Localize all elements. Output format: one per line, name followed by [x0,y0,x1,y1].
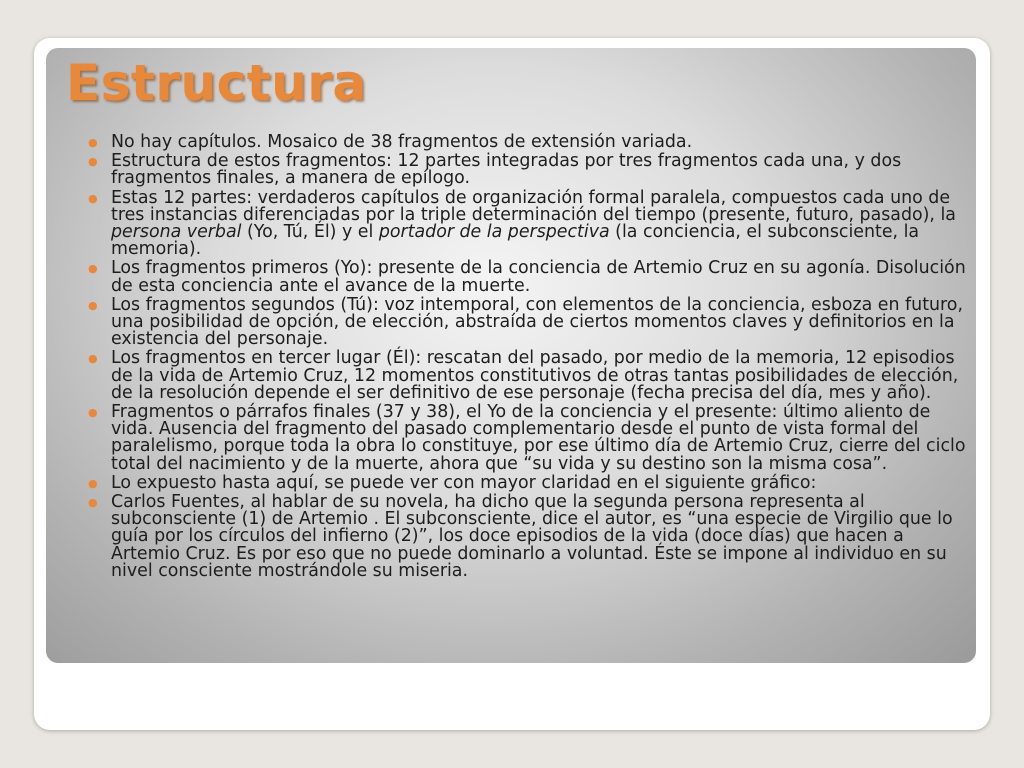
bullet-list [88,134,968,582]
bullet-item [88,350,968,402]
bullet-text-part: Estas 12 partes: verdaderos capítulos de organización formal paralela, compuestos cada uno de tres instancias diferenciadas por la triple determinación del tiempo (presente, futuro, pasado), la [111,187,956,225]
bullet-dot-icon: ● [88,136,98,149]
bullet-dot-icon: ● [88,191,98,205]
bullet-item [88,404,968,473]
bullet-item [88,472,968,493]
bullet-item [88,134,968,151]
bullet-dot-icon: ● [88,352,98,366]
bullet-dot-icon: ● [88,298,98,312]
bullet-dot-icon: ● [88,476,98,490]
bullet-item [88,153,968,187]
bullet-text: Los fragmentos primeros (Yo): presente de la conciencia de Artemio Cruz en su agonía. Disolución de esta conciencia ante el avance de la muerte. [111,258,966,296]
bullet-item [88,494,968,580]
slide-content-panel [46,48,976,663]
bullet-text: Los fragmentos segundos (Tú): voz intemporal, con elementos de la conciencia, esboza en futuro, una posibilidad de opción, de elección, abstraída de ciertos momentos claves y definitorios en la existencia del personaje. [111,294,963,350]
bullet-dot-icon: ● [88,406,98,420]
bullet-text-part: (la conciencia, el subconsciente, la memoria). [111,222,920,260]
bullet-dot-icon: ● [88,496,98,510]
bullet-dot-icon: ● [88,155,98,169]
bullet-dot-icon: ● [88,262,98,276]
bullet-text: Fragmentos o párrafos finales (37 y 38), el Yo de la conciencia y el presente: último aliento de vida. Ausencia del fragmento del pasado complementario desde el punto de vista formal del paralelismo, porque toda la obra lo constituye, por ese último día de Artemio Cruz, cierre del ciclo total del nacimiento y de la muerte, ahora que “su vida y su destino son la misma cosa”. [111,402,966,474]
bullet-text: Estructura de estos fragmentos: 12 partes integradas por tres fragmentos cada una, y dos fragmentos finales, a manera de epílogo. [111,151,902,189]
bullet-text-part: (Yo, Tú, Él) y el [241,222,379,243]
bullet-text: Los fragmentos en tercer lugar (Él): rescatan del pasado, por medio de la memoria, 12 episodios de la vida de Artemio Cruz, 12 momentos constitutivos de otras tantas posibilidades de elección, de la resolución depende el ser definitivo de ese personaje (fecha precisa del día, mes y año). [111,348,959,403]
bullet-text: Lo expuesto hasta aquí, se puede ver con mayor claridad en el siguiente gráfico: [111,472,817,493]
bullet-item [88,260,968,294]
bullet-emphasis-text: persona verbal [111,222,242,243]
bullet-text: No hay capítulos. Mosaico de 38 fragmentos de extensión variada. [111,132,693,152]
bullet-item [88,294,968,350]
bullet-text: Carlos Fuentes, al hablar de su novela, ha dicho que la segunda persona representa al subconsciente (1) de Artemio . El subconsciente, dice el autor, es “una especie de Virgilio que lo guía por los círculos del infierno (2)”, los doce episodios de la vida (doce días) que hacen a Artemio Cruz. Es por eso que no puede dominarlo a voluntad. Éste se impone al individuo en su nivel consciente mostrándole su miseria. [111,492,953,581]
bullet-item [88,187,968,260]
bullet-emphasis-text: portador de la perspectiva [378,222,610,243]
slide-title: Estructura [66,54,367,112]
